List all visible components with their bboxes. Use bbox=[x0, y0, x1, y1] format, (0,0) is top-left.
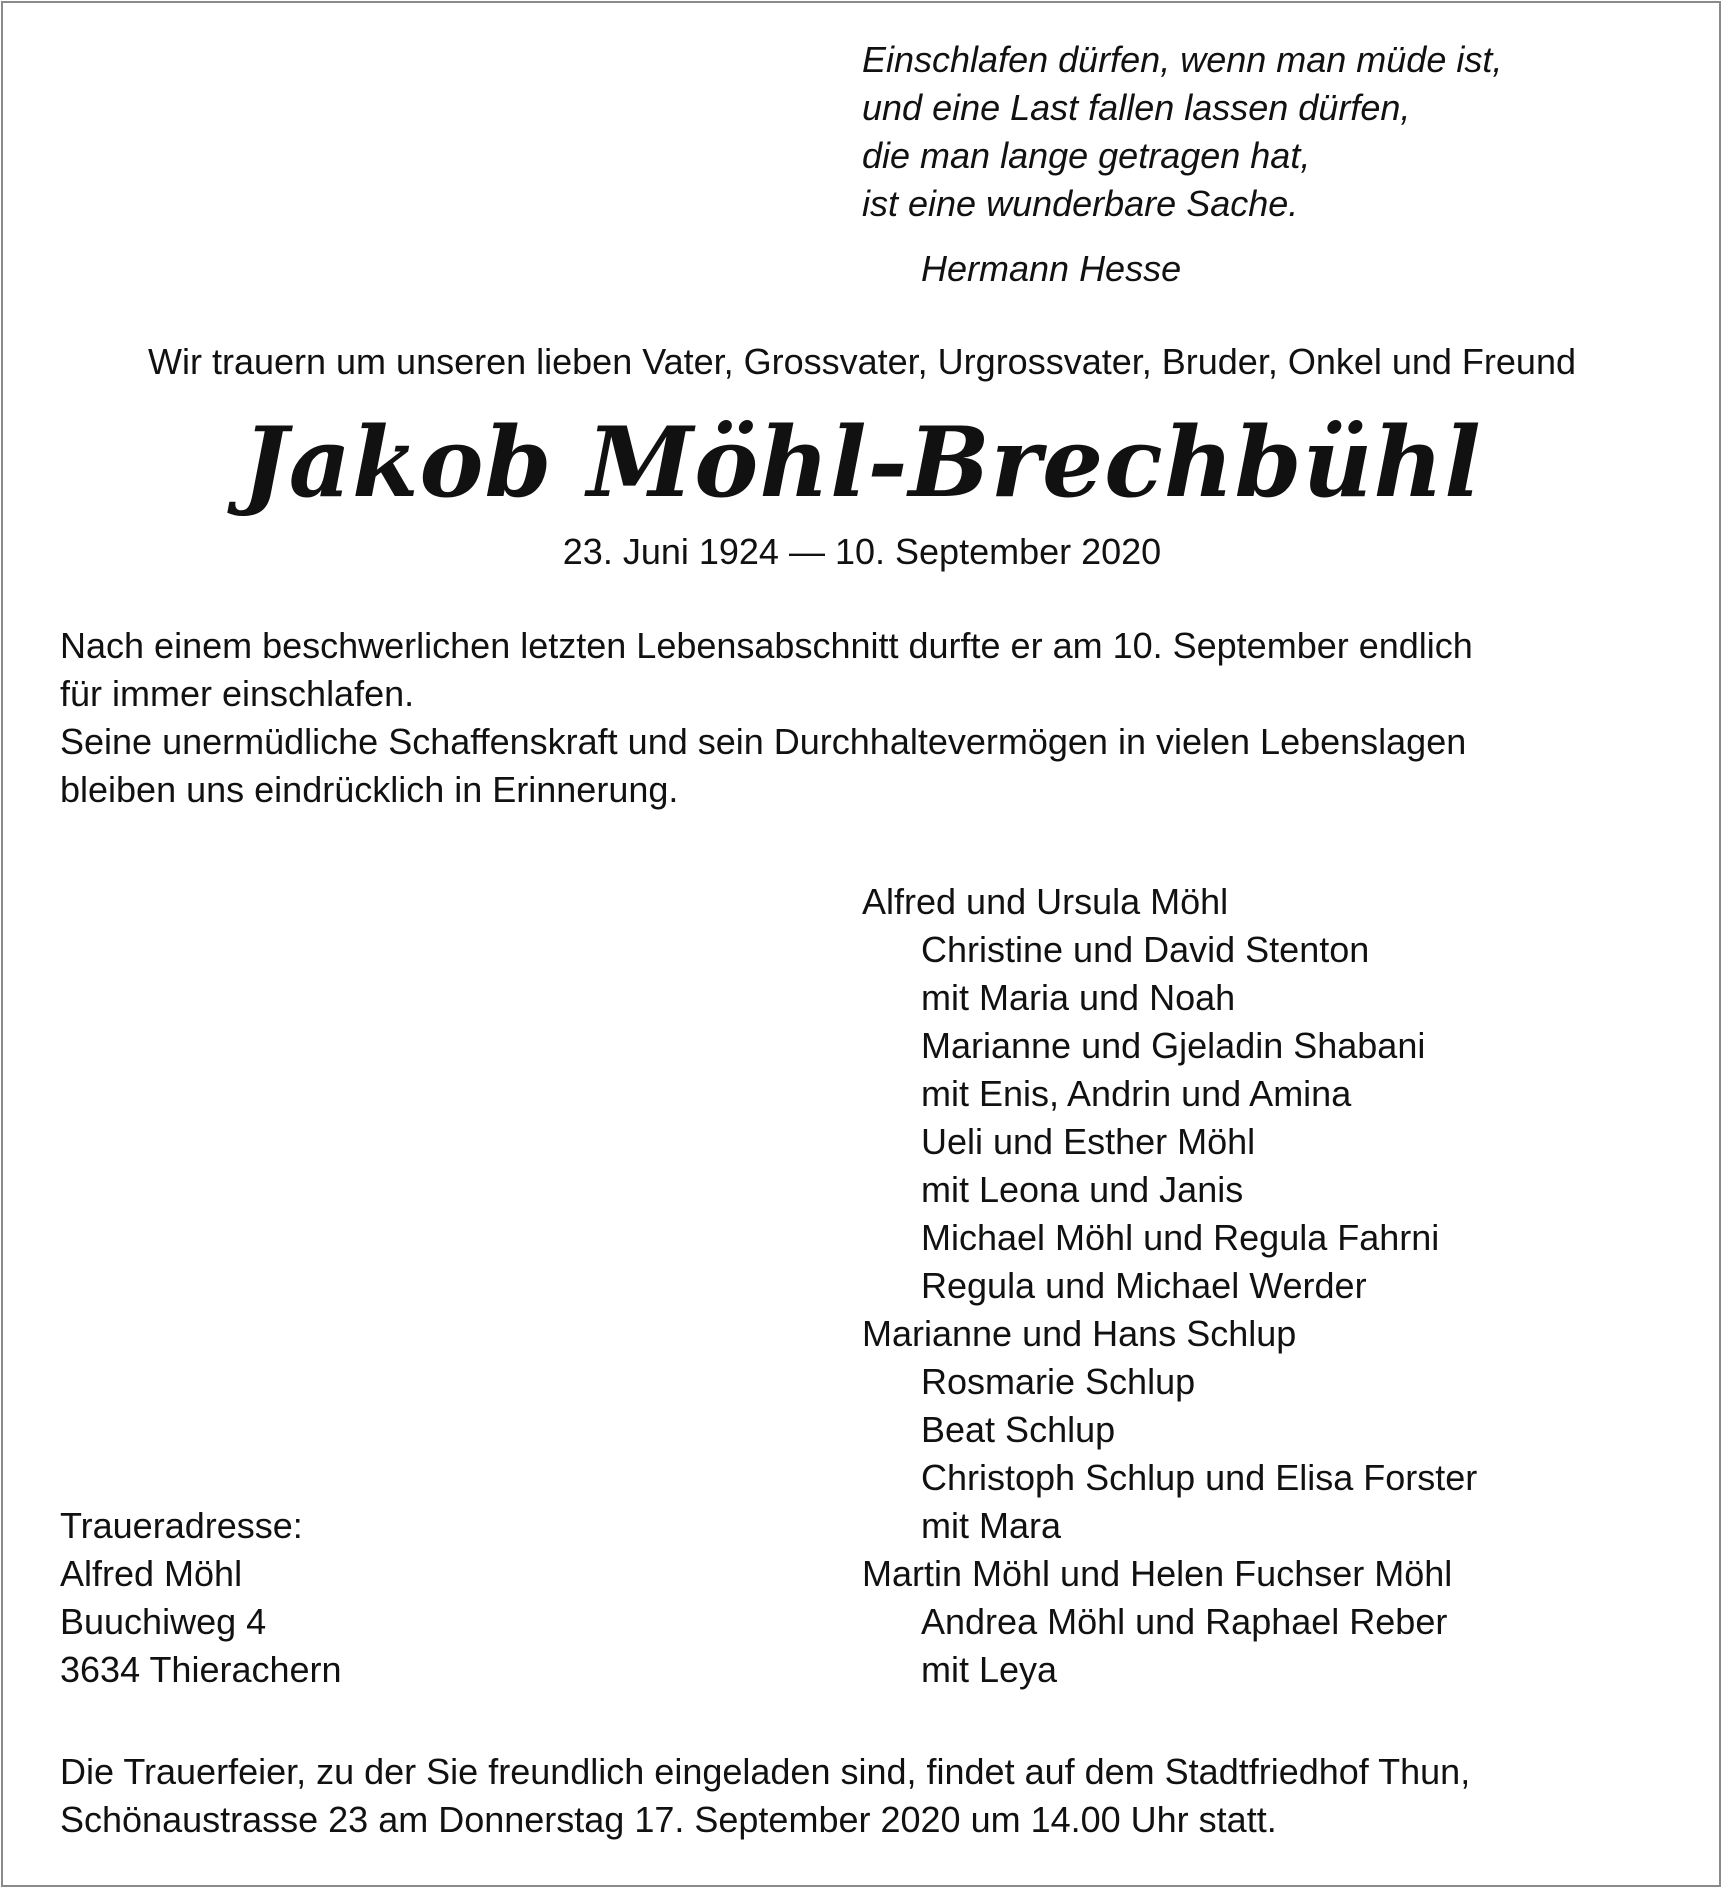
ceremony-info bbox=[60, 1748, 1470, 1844]
body-line: Nach einem beschwerlichen letzten Lebensabschnitt durfte er am 10. September endlich bbox=[60, 625, 1473, 666]
body-line: Seine unermüdliche Schaffenskraft und sein Durchhaltevermögen in vielen Lebenslagen bbox=[60, 721, 1467, 762]
mourner-entry: Marianne und Hans Schlup bbox=[862, 1313, 1297, 1354]
mourner-entry: Christine und David Stenton bbox=[921, 929, 1370, 970]
mourning-address bbox=[60, 1502, 342, 1694]
ceremony-line: Die Trauerfeier, zu der Sie freundlich eingeladen sind, findet auf dem Stadtfriedhof Thun, bbox=[60, 1751, 1471, 1792]
quote-line: ist eine wunderbare Sache. bbox=[862, 183, 1299, 224]
mourner-entry: Regula und Michael Werder bbox=[921, 1265, 1367, 1306]
mourner-entry: mit Mara bbox=[921, 1505, 1062, 1546]
deceased-name: Jakob Möhl-Brechbühl bbox=[242, 406, 1482, 519]
mourner-entry: Christoph Schlup und Elisa Forster bbox=[921, 1457, 1478, 1498]
epigraph-quote bbox=[862, 36, 1502, 228]
mourner-entry: Ueli und Esther Möhl bbox=[921, 1121, 1256, 1162]
mourning-intro: Wir trauern um unseren lieben Vater, Grossvater, Urgrossvater, Bruder, Onkel und Freund bbox=[148, 341, 1576, 382]
mourner-entry: Alfred und Ursula Möhl bbox=[862, 881, 1229, 922]
address-label: Traueradresse: bbox=[60, 1505, 303, 1546]
address-street: Buuchiweg 4 bbox=[60, 1601, 267, 1642]
mourner-entry: Martin Möhl und Helen Fuchser Möhl bbox=[862, 1553, 1453, 1594]
ceremony-line: Schönaustrasse 23 am Donnerstag 17. September 2020 um 14.00 Uhr statt. bbox=[60, 1799, 1277, 1840]
body-line: für immer einschlafen. bbox=[60, 673, 415, 714]
address-city: 3634 Thierachern bbox=[60, 1649, 342, 1690]
mourner-entry: mit Leona und Janis bbox=[921, 1169, 1244, 1210]
quote-line: die man lange getragen hat, bbox=[862, 135, 1311, 176]
quote-line: Einschlafen dürfen, wenn man müde ist, bbox=[862, 39, 1503, 80]
address-name: Alfred Möhl bbox=[60, 1553, 243, 1594]
mourner-entry: Rosmarie Schlup bbox=[921, 1361, 1196, 1402]
mourner-entry: Andrea Möhl und Raphael Reber bbox=[921, 1601, 1448, 1642]
body-line: bleiben uns eindrücklich in Erinnerung. bbox=[60, 769, 679, 810]
mourner-entry: mit Maria und Noah bbox=[921, 977, 1236, 1018]
mourner-entry: Beat Schlup bbox=[921, 1409, 1116, 1450]
notice-body bbox=[60, 622, 1660, 814]
life-dates: 23. Juni 1924 — 10. September 2020 bbox=[562, 531, 1162, 572]
mourner-list bbox=[862, 878, 1477, 1694]
quote-author: Hermann Hesse bbox=[921, 248, 1182, 289]
mourner-entry: Michael Möhl und Regula Fahrni bbox=[921, 1217, 1440, 1258]
mourner-entry: mit Enis, Andrin und Amina bbox=[921, 1073, 1352, 1114]
mourner-entry: Marianne und Gjeladin Shabani bbox=[921, 1025, 1426, 1066]
quote-line: und eine Last fallen lassen dürfen, bbox=[862, 87, 1411, 128]
mourner-entry: mit Leya bbox=[921, 1649, 1058, 1690]
